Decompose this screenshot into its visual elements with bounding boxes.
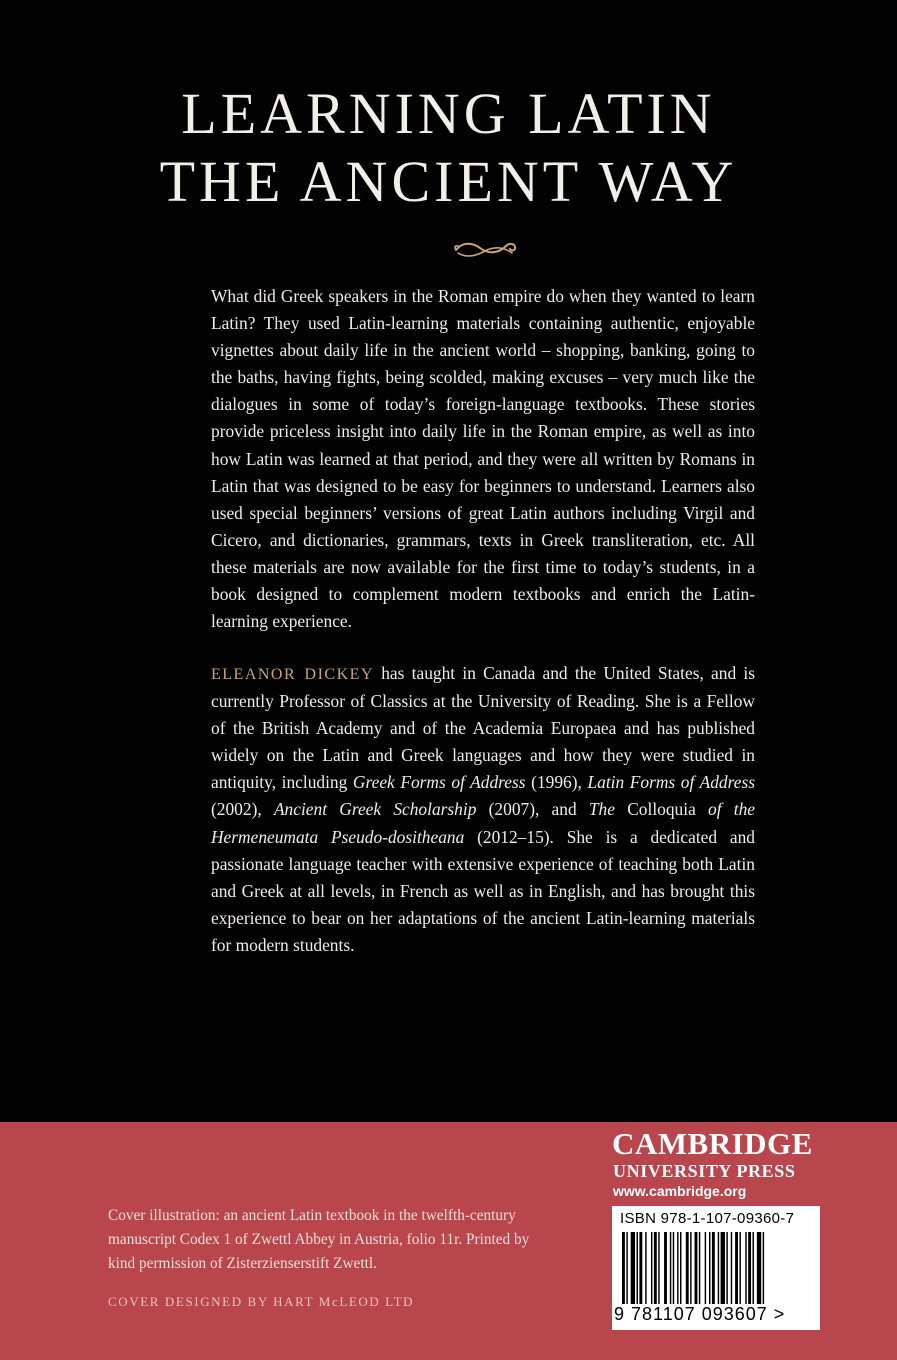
book-title [0,80,897,216]
barcode-bar [622,1232,625,1304]
barcode-bar [695,1232,698,1304]
barcode-bar [748,1232,751,1304]
bio-book-2: Latin Forms of Address [587,772,755,793]
barcode-bar [705,1232,706,1304]
barcode-bar [718,1232,719,1304]
barcode-bar [658,1232,659,1304]
barcode-bar [651,1232,652,1304]
ean-digits: 9 781107 093607 > [614,1304,786,1324]
flourish-ornament-icon [452,238,518,260]
author-name: ELEANOR DICKEY [211,666,374,683]
barcode-bar [626,1232,627,1304]
barcode-bar [639,1232,642,1304]
barcode-bar [673,1232,674,1304]
publisher-url: www.cambridge.org [613,1183,747,1199]
barcode-bar [686,1232,689,1304]
barcode-bar [654,1232,657,1304]
barcode-bar [731,1232,732,1304]
barcode-bar [712,1232,715,1304]
bio-text-3: (2002), [211,799,274,820]
book-description: What did Greek speakers in the Roman empire do when they wanted to learn Latin? They used Latin-learning materials containing authentic, enjoyable vignettes about daily life in the ancient world – shopping, banking, going to the baths, having fights, being scolded, making excuses – very much like the dialogues in some of today’s foreign-language textbooks. These stories provide priceless insight into daily life in the Roman empire, as well as into how Latin was learned at that period, and they were all written by Romans in Latin that was designed to be easy for beginners to understand. Learners also used special beginners’ versions of great Latin authors including Virgil and Cicero, and dictionaries, grammars, texts in Greek transliteration, etc. All these materials are now available for the first time to today’s students, in a book designed to complement modern textbooks and enrich the Latin-learning experience. [211,286,755,632]
barcode-bar [631,1232,635,1304]
barcode-bar [680,1232,681,1304]
barcode-bar [763,1232,764,1304]
cover-illustration-credit: Cover illustration: an ancient Latin textbook in the twelfth-century manuscript Codex 1 of Zwettl Abbey in Austria, folio 11r. Printed by kind permission of Zisterzienserstift Zwettl. [108,1207,530,1273]
barcode-panel [612,1206,820,1330]
barcode-bar [739,1232,740,1304]
barcode-bar [726,1232,727,1304]
bio-book-3: Ancient Greek Scholarship [273,799,477,820]
title-line-1: LEARNING LATIN [181,81,716,146]
bio-text-6: (2012–15). She is a dedicated and passionate language teacher with extensive experience of teaching both Latin and Greek at all levels, in French as well as in English, and has brought this experience to bear on her adaptations of the ancient Latin-learning materials for modern students. [211,826,755,955]
publisher-subname: UNIVERSITY PRESS [613,1161,796,1181]
publisher-name: CAMBRIDGE [612,1126,813,1161]
barcode-bar [709,1232,710,1304]
barcode-bar [677,1232,678,1304]
bio-text-5: Colloquia [614,799,709,820]
barcode-bar [721,1232,725,1304]
barcode-bar [645,1232,646,1304]
barcode-bar [745,1232,746,1304]
bio-text-2: (1996), [525,772,588,793]
author-bio [211,660,755,959]
title-line-2: THE ANCIENT WAY [159,149,738,214]
bio-book-4b: of the Hermeneumata Pseudo-dositheana [211,799,756,847]
bio-book-1: Greek Forms of Address [352,772,526,793]
barcode-bar [664,1232,667,1304]
barcode-bar [637,1232,638,1304]
cover-designer: COVER DESIGNED BY HART McLEOD LTD [108,1294,415,1309]
barcode-bar [690,1232,691,1304]
isbn-label: ISBN 978-1-107-09360-7 [620,1210,795,1227]
barcode-bar [699,1232,700,1304]
barcode-icon [622,1232,808,1304]
bio-book-4a: The [588,799,615,820]
barcode-bar [670,1232,671,1304]
barcode-bar [753,1232,754,1304]
bio-text-1: has taught in Canada and the United States, and is currently Professor of Classics at the University of Reading. She is a Fellow of the British Academy and of the Academia Europaea and has published widely on the Latin and Greek languages and how they were studied in antiquity, including [211,663,756,793]
barcode-bar [757,1232,761,1304]
barcode-bar [735,1232,738,1304]
bio-text-4: (2007), and [476,799,589,820]
